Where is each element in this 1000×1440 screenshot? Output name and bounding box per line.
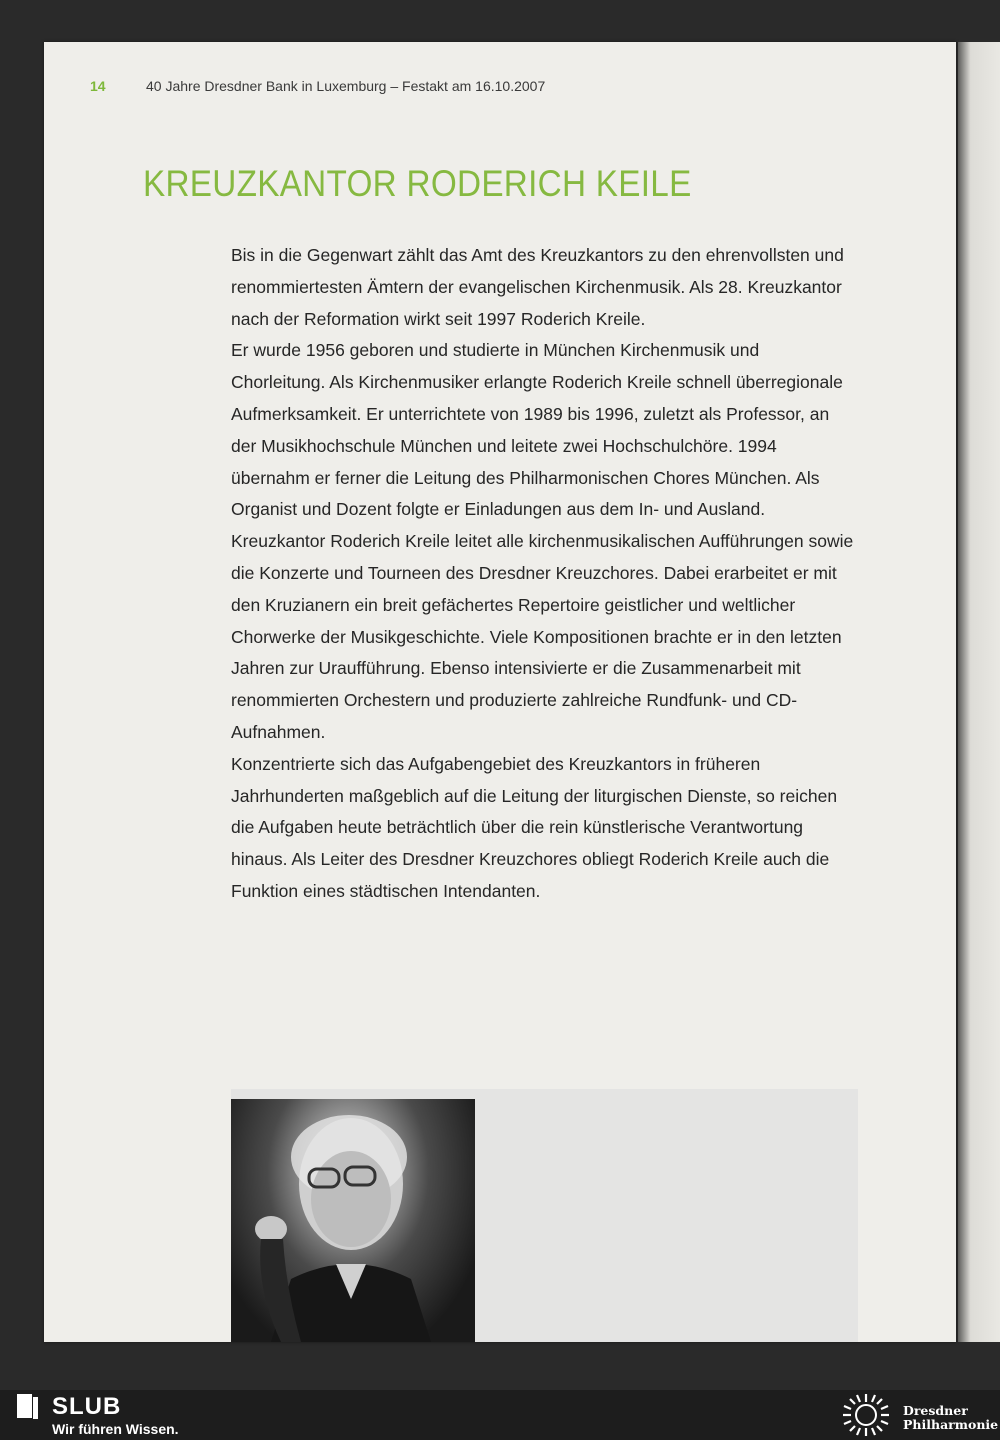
next-page-edge: [958, 42, 1000, 1342]
slub-book-icon: [16, 1393, 40, 1421]
philharmonie-line-1: Dresdner: [903, 1403, 968, 1418]
running-header: [90, 78, 545, 94]
philharmonie-line-2: Philharmonie: [903, 1417, 999, 1432]
article-title: KREUZKANTOR RODERICH KEILE: [143, 163, 692, 204]
paragraph: Bis in die Gegenwart zählt das Amt des Kreuzkantors zu den ehrenvollsten und renommiertesten Ämtern der evangelischen Kirchenmusik. Als 28. Kreuzkantor nach der Reformation wirkt seit 1997 Roderich Kreile.: [231, 245, 844, 329]
page-number: 14: [90, 78, 106, 94]
paragraph: Er wurde 1956 geboren und studierte in München Kirchenmusik und Chorleitung. Als Kirchenmusiker erlangte Roderich Kreile schnell überregionale Aufmerksamkeit. Er unterrichtete von 1989 bis 1996, zuletzt als Professor, an der Musikhochschule München und leitete zwei Hochschulchöre. 1994 übernahm er ferner die Leitung des Philharmonischen Chores München. Als Organist und Dozent folgte er Einladungen aus dem In- und Ausland.: [231, 340, 843, 520]
running-title: 40 Jahre Dresdner Bank in Luxemburg – Festakt am 16.10.2007: [146, 78, 546, 94]
article-body: [231, 240, 856, 908]
philharmonie-sunburst-icon: [840, 1392, 892, 1438]
paragraph: Kreuzkantor Roderich Kreile leitet alle kirchenmusikalischen Aufführungen sowie die Konzerte und Tourneen des Dresdner Kreuzchores. Dabei erarbeitet er mit den Kruzianern ein breit gefächertes Repertoire geistlicher und weltlicher Chorwerke der Musikgeschichte. Viele Kompositionen brachte er in den letzten Jahren zur Uraufführung. Ebenso intensivierte er die Zusammenarbeit mit renommierten Orchestern und produzierte zahlreiche Rundfunk- und CD-Aufnahmen.: [231, 531, 854, 742]
paragraph: Konzentrierte sich das Aufgabengebiet des Kreuzkantors in früheren Jahrhunderten maßgeblich auf die Leitung der liturgischen Dienste, so reichen die Aufgaben heute beträchtlich über die rein künstlerische Verantwortung hinaus. Als Leiter des Dresdner Kreuzchores obliegt Roderich Kreile auch die Funktion eines städtischen Intendanten.: [231, 753, 838, 901]
slub-tagline: Wir führen Wissen.: [52, 1421, 179, 1437]
slub-name: SLUB: [52, 1393, 122, 1420]
philharmonie-wordmark: [903, 1404, 998, 1432]
conductor-portrait-photo: [231, 1099, 475, 1342]
portrait-illustration: [231, 1099, 475, 1342]
